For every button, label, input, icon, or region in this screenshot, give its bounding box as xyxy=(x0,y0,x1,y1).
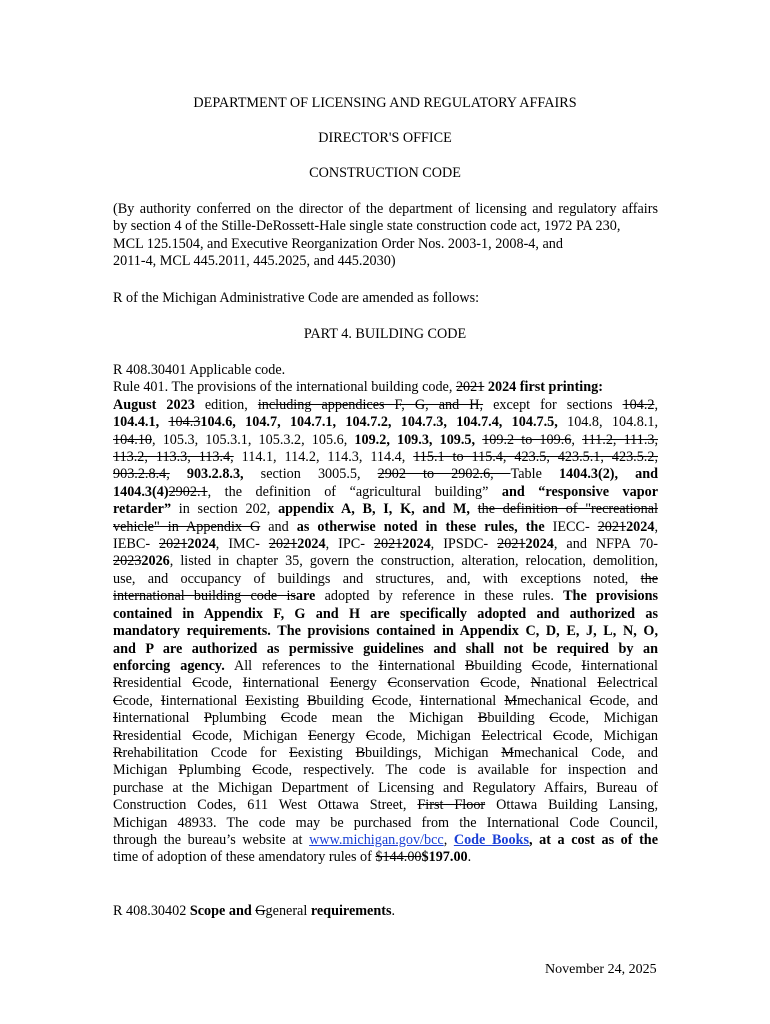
inserted-text: 2024 xyxy=(626,518,655,535)
text-run: use, and occupancy of buildings and structures, and, with exceptions noted, xyxy=(113,570,641,587)
rule-401-line xyxy=(113,484,658,501)
text-run: code, and xyxy=(599,692,658,709)
inserted-text: The provisions xyxy=(563,588,658,605)
deleted-text: C xyxy=(553,727,563,744)
text-run: rehabilitation Ccode for xyxy=(122,744,290,761)
deleted-text: the xyxy=(640,570,658,587)
deleted-text: 2021 xyxy=(597,518,627,535)
text-run: international xyxy=(247,675,330,692)
deleted-text: 109.2 to 109.6 xyxy=(482,431,572,448)
rule-401-line xyxy=(113,553,658,570)
rule-402-heading xyxy=(113,903,658,920)
deleted-text: C xyxy=(371,692,382,709)
text-run: building xyxy=(474,657,532,674)
deleted-text: C xyxy=(192,727,202,744)
text-run: time of adoption of these amendatory rules of xyxy=(113,849,376,866)
text-run: purchase at the Michigan Department of Licensing and Regulatory Affairs, Bureau of xyxy=(113,779,658,796)
inserted-text: 2024 first printing: xyxy=(487,379,603,396)
deleted-text: C xyxy=(192,675,202,692)
deleted-text: B xyxy=(465,657,475,674)
inserted-text: mandatory requirements. The provisions contained in Appendix C, D, E, J, L, N, O, xyxy=(113,623,658,640)
text-run: code, Michigan xyxy=(558,710,659,727)
rule-401-line xyxy=(113,745,658,762)
rule-401-line xyxy=(113,658,658,675)
deleted-text: E xyxy=(308,727,317,744)
text-run: Rule 401. The provisions of the international building code, xyxy=(113,379,456,396)
text-run: code, xyxy=(541,657,582,674)
text-run: 104.8, 104.8.1, xyxy=(557,414,659,431)
rule-401-line xyxy=(113,536,658,553)
deleted-text: E xyxy=(289,744,298,761)
deleted-text: 903.2.8.4, xyxy=(113,466,170,483)
text-run: international xyxy=(165,692,246,709)
authority-line: 2011-4, MCL 445.2011, 445.2025, and 445.2030) xyxy=(113,253,396,270)
deleted-text: C xyxy=(387,675,398,692)
deleted-text: 2021 xyxy=(455,379,485,396)
text-run: residential xyxy=(122,675,193,692)
text-run: 114.1, 114.2, 114.3, 114.4, xyxy=(233,449,414,466)
text-run: plumbing xyxy=(186,762,253,779)
deleted-text: I xyxy=(581,657,587,674)
text-run: mechanical xyxy=(516,692,590,709)
text-run: , 105.3, 105.3.1, 105.3.2, 105.6, xyxy=(152,431,355,448)
text-run: All references to the xyxy=(224,657,379,674)
subject-heading: CONSTRUCTION CODE xyxy=(309,165,461,181)
inserted-text: August 2023 xyxy=(113,396,195,413)
text-run: IEBC- xyxy=(113,536,160,553)
rule-401-line xyxy=(113,780,658,797)
text-run: code, xyxy=(122,692,161,709)
deleted-text: E xyxy=(329,675,339,692)
part-title: PART 4. BUILDING CODE xyxy=(303,326,467,342)
authority-paragraph xyxy=(113,201,658,271)
amended-statement: R of the Michigan Administrative Code are amended as follows: xyxy=(113,290,480,306)
rule-401-line xyxy=(113,432,658,449)
deleted-text: M xyxy=(501,744,514,761)
inserted-text: 109.2, 109.3, 109.5, xyxy=(354,431,476,448)
inserted-text: $197.00 xyxy=(421,849,468,866)
text-run: Michigan xyxy=(113,762,179,779)
inserted-text: 2026 xyxy=(141,553,170,570)
text-run: building xyxy=(487,710,550,727)
text-run xyxy=(470,501,478,517)
inserted-text: 2024 xyxy=(297,536,326,553)
rule-401-line xyxy=(113,710,658,727)
text-run: plumbing xyxy=(211,710,281,727)
text-run: , IMC- xyxy=(215,536,269,553)
text-run: code, xyxy=(489,675,531,692)
deleted-text: C xyxy=(589,692,600,709)
inserted-text: requirements xyxy=(310,903,392,919)
text-run: code, Michigan xyxy=(375,727,482,744)
deleted-text: E xyxy=(481,727,491,744)
office-heading: DIRECTOR'S OFFICE xyxy=(318,130,452,146)
inserted-text: as otherwise noted in these rules, the xyxy=(296,518,545,535)
deleted-text: B xyxy=(355,744,365,761)
deleted-text: I xyxy=(378,657,384,674)
deleted-text: R xyxy=(113,744,123,761)
deleted-text: I xyxy=(242,675,248,692)
rule-401-line xyxy=(113,641,658,658)
text-run: , xyxy=(654,396,658,413)
deleted-text: $144.00 xyxy=(375,849,422,866)
text-run: residential xyxy=(122,727,193,744)
deleted-text: 104.10 xyxy=(113,431,153,448)
rule-401-line xyxy=(113,623,658,640)
rule-401-line xyxy=(113,797,658,814)
rule-401-line xyxy=(113,501,658,518)
deleted-text: E xyxy=(597,675,607,692)
deleted-text: P xyxy=(204,710,212,727)
rule-401-line xyxy=(113,588,658,605)
text-run: , IPSDC- xyxy=(430,536,498,553)
text-run: , listed in chapter 35, govern the construction, alteration, relocation, demolition, xyxy=(169,553,658,570)
text-run: through the bureau’s website at xyxy=(113,831,310,848)
rule-401-line xyxy=(113,519,658,536)
deleted-text: 2021 xyxy=(159,536,188,553)
deleted-text: the definition of "recreational xyxy=(477,501,658,518)
deleted-text: 111.2, 111.3, xyxy=(582,431,659,448)
text-run: edition, xyxy=(194,396,258,413)
text-run: code, Michigan xyxy=(201,727,309,744)
text-run: international xyxy=(424,692,505,709)
authority-line: by section 4 of the Stille-DeRossett-Hale single state construction code act, 1972 PA 230, xyxy=(113,218,621,235)
text-run: international xyxy=(586,657,658,674)
rule-401 xyxy=(113,362,658,867)
text-run: , xyxy=(443,831,454,848)
deleted-text: 2021 xyxy=(373,536,403,553)
rule-401-body xyxy=(113,379,658,866)
deleted-text: M xyxy=(504,692,517,709)
text-run: energy xyxy=(316,727,366,744)
text-run: except for sections xyxy=(483,396,623,413)
inserted-text: contained in Appendix F, G and H are specifically adopted and authorized as xyxy=(113,605,658,622)
text-run: , and NFPA 70- xyxy=(553,536,658,553)
text-run: IECC- xyxy=(544,518,598,535)
deleted-text: 2023 xyxy=(113,553,142,570)
rule-401-heading: R 408.30401 Applicable code. xyxy=(113,362,286,378)
text-run: code, respectively. The code is available for inspection and xyxy=(261,762,658,779)
deleted-text: R xyxy=(113,727,123,744)
inserted-text: appendix A, B, I, K, and M, xyxy=(278,501,470,518)
deleted-text: 2902 to 2902.6, xyxy=(377,466,511,483)
text-run: electrical xyxy=(490,727,554,744)
deleted-text: I xyxy=(113,710,118,727)
text-run: code mean the Michigan xyxy=(290,710,478,727)
inserted-text: are xyxy=(295,588,316,605)
inserted-text: retarder” xyxy=(113,501,172,518)
deleted-text: B xyxy=(477,710,488,727)
text-run: in section 202, xyxy=(171,501,279,518)
rule-401-line xyxy=(113,571,658,588)
reference-link[interactable]: Code Books xyxy=(453,831,530,848)
text-run: existing xyxy=(254,692,308,709)
deleted-text: including appendices F, G, and H, xyxy=(257,396,484,413)
text-run: mechanical Code, and xyxy=(513,744,658,761)
inserted-text: , at a cost as of the xyxy=(529,831,658,848)
rule-401-line xyxy=(113,449,658,466)
rule-401-line xyxy=(113,693,658,710)
reference-link[interactable]: www.michigan.gov/bcc xyxy=(309,831,444,848)
rule-401-line xyxy=(113,466,658,483)
rule-401-line xyxy=(113,762,658,779)
deleted-text: R xyxy=(113,675,123,692)
deleted-text: C xyxy=(365,727,376,744)
text-run: , the definition of “agricultural building” xyxy=(207,483,502,500)
inserted-text: 1404.3(4) xyxy=(113,483,169,500)
rule-401-line xyxy=(113,832,658,849)
deleted-text: vehicle" in Appendix G xyxy=(113,518,261,535)
text-run: Table xyxy=(510,466,559,483)
text-run: R 408.30402 xyxy=(113,903,190,919)
deleted-text: C xyxy=(280,710,291,727)
rule-401-line xyxy=(113,675,658,692)
text-run: . xyxy=(467,849,472,866)
text-run: general xyxy=(265,903,311,919)
rule-401-line xyxy=(113,849,658,866)
text-run: national xyxy=(540,675,598,692)
text-run: Ottawa Building Lansing, xyxy=(485,797,659,814)
rule-401-line xyxy=(113,606,658,623)
rule-401-line xyxy=(113,397,658,414)
inserted-text: enforcing agency. xyxy=(113,657,225,674)
text-run: existing xyxy=(297,744,356,761)
rule-401-line xyxy=(113,414,658,431)
text-run: international xyxy=(117,710,205,727)
text-run xyxy=(170,466,187,482)
inserted-text: 2024 xyxy=(402,536,431,553)
deleted-text: 2902.1 xyxy=(168,483,208,500)
authority-line: MCL 125.1504, and Executive Reorganization Order Nos. 2003-1, 2008-4, and xyxy=(113,235,563,252)
inserted-text: 2024 xyxy=(187,536,216,553)
text-run: code, Michigan xyxy=(562,727,658,744)
inserted-text: 104.6, 104.7, 104.7.1, 104.7.2, 104.7.3, 104.7.4, 104.7.5, xyxy=(200,414,558,431)
text-run: code, xyxy=(201,675,243,692)
text-run: , xyxy=(571,431,583,448)
text-run: building xyxy=(316,692,372,709)
deleted-text: 104.3 xyxy=(168,414,201,431)
text-run: code, xyxy=(381,692,420,709)
deleted-text: C xyxy=(549,710,559,727)
inserted-text: 903.2.8.3, xyxy=(186,466,244,483)
inserted-text: 1404.3(2), and xyxy=(558,466,659,483)
deleted-text: C xyxy=(531,657,542,674)
text-run: and xyxy=(260,518,297,535)
inserted-text: 2024 xyxy=(525,536,554,553)
deleted-text: 2021 xyxy=(268,536,298,553)
deleted-text: P xyxy=(178,762,187,779)
inserted-text: 104.4.1, xyxy=(113,414,169,431)
text-run: international xyxy=(383,657,466,674)
text-run: conservation xyxy=(397,675,481,692)
deleted-text: G xyxy=(255,903,266,919)
text-run: , IPC- xyxy=(325,536,374,553)
authority-line: (By authority conferred on the director of the department of licensing and regulatory affairs xyxy=(113,201,658,217)
footer-date: November 24, 2025 xyxy=(545,962,657,977)
rule-401-line xyxy=(113,379,658,396)
deleted-text: C xyxy=(252,762,262,779)
text-run: Construction Codes, 611 West Ottawa Street, xyxy=(113,797,418,814)
rule-402-line xyxy=(113,903,658,920)
deleted-text: I xyxy=(160,692,166,709)
text-run: Michigan 48933. The code may be purchased from the International Code Council, xyxy=(113,814,658,831)
text-run: buildings, Michigan xyxy=(365,744,502,761)
inserted-text: Scope and xyxy=(189,903,256,919)
deleted-text: C xyxy=(113,692,123,709)
inserted-text: and P are authorized as permissive guidelines and shall not be required by an xyxy=(113,640,658,657)
inserted-text: and “responsive vapor xyxy=(501,483,658,500)
text-run: electrical xyxy=(606,675,658,692)
text-run: section 3005.5, xyxy=(243,466,378,483)
deleted-text: 115.1 to 115.4, 423.5, 423.5.1, 423.5.2, xyxy=(413,449,658,466)
text-run: energy xyxy=(338,675,388,692)
deleted-text: I xyxy=(419,692,425,709)
department-heading: DEPARTMENT OF LICENSING AND REGULATORY AFFAIRS xyxy=(193,95,577,111)
deleted-text: international building code is xyxy=(113,588,296,605)
text-run: . xyxy=(391,903,396,919)
text-run: , xyxy=(654,518,658,535)
deleted-text: C xyxy=(480,675,490,692)
deleted-text: 104.2 xyxy=(622,396,655,413)
rule-401-line xyxy=(113,815,658,832)
text-run: adopted by reference in these rules. xyxy=(315,588,564,605)
deleted-text: B xyxy=(307,692,317,709)
deleted-text: 113.2, 113.3, 113.4, xyxy=(113,449,234,466)
deleted-text: First Floor xyxy=(417,797,486,814)
deleted-text: E xyxy=(245,692,255,709)
deleted-text: 2021 xyxy=(497,536,526,553)
deleted-text: N xyxy=(530,675,541,692)
rule-401-line xyxy=(113,728,658,745)
